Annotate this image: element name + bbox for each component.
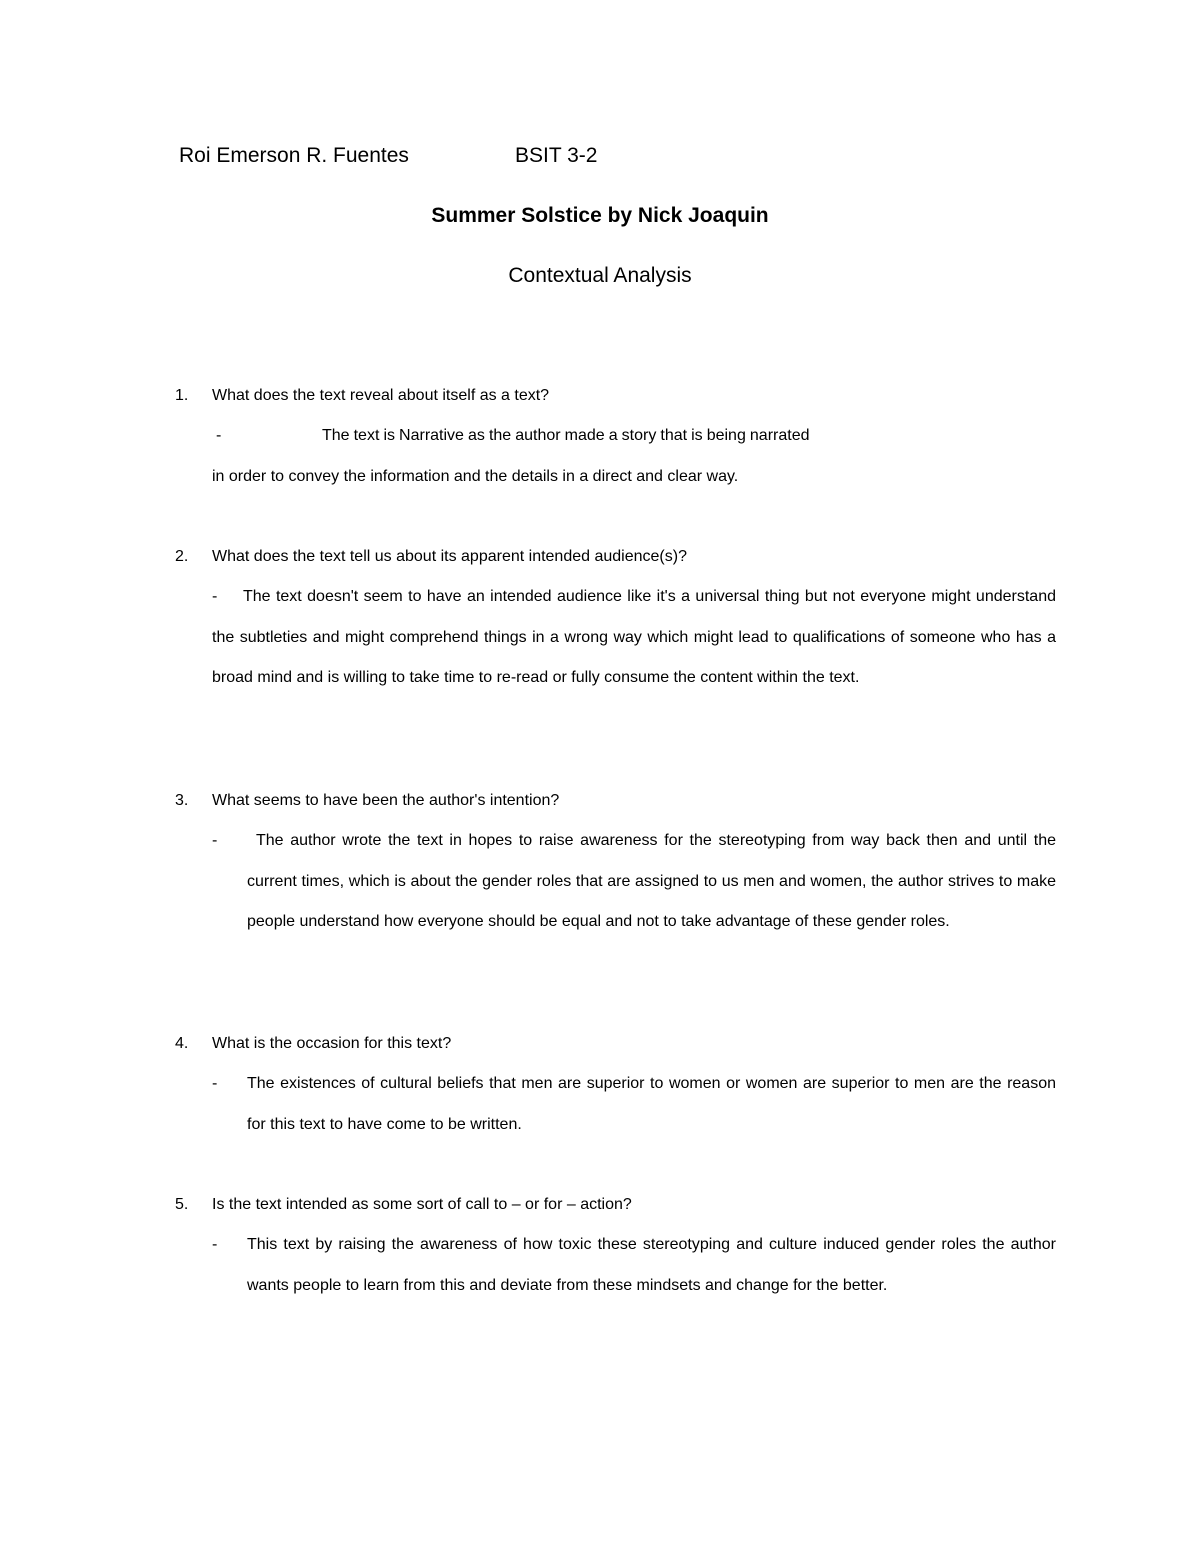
answer-1-rest: in order to convey the information and the details in a direct and clear way.: [212, 468, 739, 485]
question-3: [175, 787, 559, 815]
question-2: [175, 543, 687, 571]
question-5: [175, 1191, 632, 1219]
student-course: BSIT 3-2: [515, 144, 598, 167]
student-header: [179, 142, 598, 170]
question-4: [175, 1030, 451, 1058]
question-text: Is the text intended as some sort of call to – or for – action?: [212, 1196, 632, 1213]
answer-dash: -: [212, 832, 218, 849]
question-text: What does the text tell us about its apparent intended audience(s)?: [212, 548, 687, 565]
answer-dash: -: [216, 427, 222, 444]
question-number: 3.: [175, 792, 189, 809]
answer-dash: -: [212, 588, 218, 605]
answer-3: The author wrote the text in hopes to raise awareness for the stereotyping from way back then and until the current times, which is about the gender roles that are assigned to us men and women, the author strives to make people understand how everyone should be equal and not to take advantage of these gender roles.: [247, 832, 1056, 931]
document-subtitle: Contextual Analysis: [508, 264, 692, 287]
answer-1-lead: The text is Narrative as the author made a story that is being narrated: [322, 427, 810, 444]
answer-dash: -: [212, 1075, 218, 1092]
question-number: 5.: [175, 1196, 189, 1213]
document-title: Summer Solstice by Nick Joaquin: [431, 204, 769, 227]
question-1: [175, 382, 549, 410]
question-number: 1.: [175, 387, 189, 404]
question-text: What does the text reveal about itself as a text?: [212, 387, 550, 404]
student-name: Roi Emerson R. Fuentes: [179, 144, 409, 167]
answer-4: The existences of cultural beliefs that men are superior to women or women are superior to men are the reason for this text to have come to be written.: [247, 1075, 1056, 1133]
question-number: 4.: [175, 1035, 189, 1052]
answer-2: The text doesn't seem to have an intended audience like it's a universal thing but not everyone might understand the subtleties and might comprehend things in a wrong way which might lead to qualifications of someone who has a broad mind and is willing to take time to re-read or fully consume the content within the text.: [212, 588, 1056, 687]
answer-5: This text by raising the awareness of how toxic these stereotyping and culture induced gender roles the author wants people to learn from this and deviate from these mindsets and change for the better.: [247, 1236, 1056, 1294]
question-text: What is the occasion for this text?: [212, 1035, 452, 1052]
answer-dash: -: [212, 1236, 218, 1253]
question-text: What seems to have been the author's intention?: [212, 792, 560, 809]
question-number: 2.: [175, 548, 189, 565]
